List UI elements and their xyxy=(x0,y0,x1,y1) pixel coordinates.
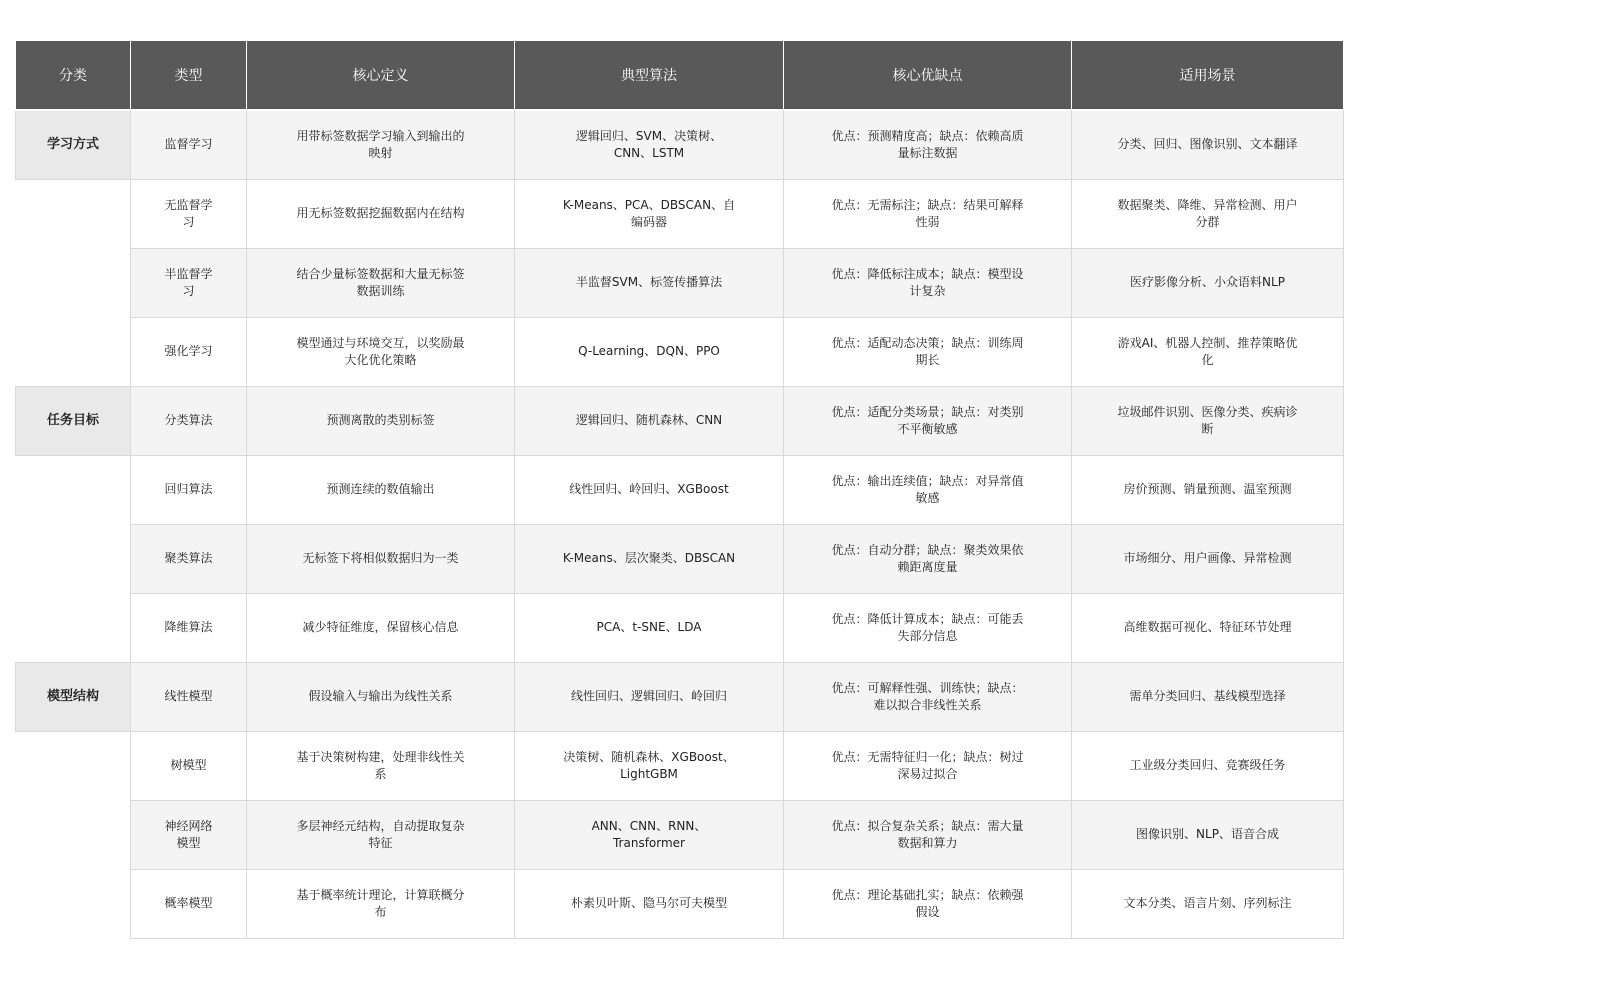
cell-algorithms: 线性回归、逻辑回归、岭回归 xyxy=(515,662,784,731)
table-row xyxy=(16,593,1344,662)
cell-category-empty xyxy=(16,731,131,800)
cell-algorithms: 朴素贝叶斯、隐马尔可夫模型 xyxy=(515,869,784,938)
table-row xyxy=(16,179,1344,248)
cell-type: 强化学习 xyxy=(131,317,247,386)
cell-type: 聚类算法 xyxy=(131,524,247,593)
cell-type: 分类算法 xyxy=(131,386,247,455)
cell-type: 概率模型 xyxy=(131,869,247,938)
cell-algorithms: K-Means、PCA、DBSCAN、自编码器 xyxy=(515,179,784,248)
cell-algorithms: Q-Learning、DQN、PPO xyxy=(515,317,784,386)
table-row xyxy=(16,800,1344,869)
table-row xyxy=(16,386,1344,455)
cell-pros-cons: 优点：拟合复杂关系；缺点：需大量数据和算力 xyxy=(784,800,1072,869)
table-row xyxy=(16,524,1344,593)
cell-pros-cons: 优点：理论基础扎实；缺点：依赖强假设 xyxy=(784,869,1072,938)
cell-pros-cons: 优点：可解释性强、训练快；缺点：难以拟合非线性关系 xyxy=(784,662,1072,731)
cell-definition: 模型通过与环境交互，以奖励最大化优化策略 xyxy=(247,317,515,386)
header-algorithms: 典型算法 xyxy=(515,41,784,111)
cell-type: 半监督学习 xyxy=(131,248,247,317)
cell-definition: 用无标签数据挖掘数据内在结构 xyxy=(247,179,515,248)
ml-classification-table xyxy=(15,40,1344,939)
table-body xyxy=(16,110,1344,938)
table-row xyxy=(16,662,1344,731)
cell-category-empty xyxy=(16,800,131,869)
cell-scenarios: 图像识别、NLP、语音合成 xyxy=(1072,800,1344,869)
cell-definition: 无标签下将相似数据归为一类 xyxy=(247,524,515,593)
cell-type: 树模型 xyxy=(131,731,247,800)
cell-category-empty xyxy=(16,248,131,317)
cell-algorithms: 逻辑回归、随机森林、CNN xyxy=(515,386,784,455)
cell-definition: 基于决策树构建，处理非线性关系 xyxy=(247,731,515,800)
cell-definition: 用带标签数据学习输入到输出的映射 xyxy=(247,110,515,179)
table-row xyxy=(16,317,1344,386)
header-definition: 核心定义 xyxy=(247,41,515,111)
cell-type: 回归算法 xyxy=(131,455,247,524)
header-scenarios: 适用场景 xyxy=(1072,41,1344,111)
cell-algorithms: PCA、t-SNE、LDA xyxy=(515,593,784,662)
cell-definition: 基于概率统计理论，计算联概分布 xyxy=(247,869,515,938)
cell-type: 监督学习 xyxy=(131,110,247,179)
cell-category: 学习方式 xyxy=(16,110,131,179)
cell-type: 无监督学习 xyxy=(131,179,247,248)
cell-scenarios: 市场细分、用户画像、异常检测 xyxy=(1072,524,1344,593)
cell-pros-cons: 优点：输出连续值；缺点：对异常值敏感 xyxy=(784,455,1072,524)
cell-scenarios: 文本分类、语言片刻、序列标注 xyxy=(1072,869,1344,938)
table-row xyxy=(16,731,1344,800)
cell-type: 线性模型 xyxy=(131,662,247,731)
cell-pros-cons: 优点：无需标注；缺点：结果可解释性弱 xyxy=(784,179,1072,248)
cell-definition: 假设输入与输出为线性关系 xyxy=(247,662,515,731)
cell-pros-cons: 优点：预测精度高；缺点：依赖高质量标注数据 xyxy=(784,110,1072,179)
header-type: 类型 xyxy=(131,41,247,111)
cell-algorithms: ANN、CNN、RNN、Transformer xyxy=(515,800,784,869)
header-row xyxy=(16,41,1344,111)
cell-definition: 多层神经元结构，自动提取复杂特征 xyxy=(247,800,515,869)
cell-algorithms: 决策树、随机森林、XGBoost、LightGBM xyxy=(515,731,784,800)
cell-category-empty xyxy=(16,869,131,938)
cell-category-empty xyxy=(16,524,131,593)
table-row xyxy=(16,248,1344,317)
cell-pros-cons: 优点：降低标注成本；缺点：模型设计复杂 xyxy=(784,248,1072,317)
cell-category-empty xyxy=(16,455,131,524)
cell-pros-cons: 优点：自动分群；缺点：聚类效果依赖距离度量 xyxy=(784,524,1072,593)
cell-algorithms: K-Means、层次聚类、DBSCAN xyxy=(515,524,784,593)
cell-category: 模型结构 xyxy=(16,662,131,731)
cell-definition: 减少特征维度，保留核心信息 xyxy=(247,593,515,662)
cell-category-empty xyxy=(16,179,131,248)
cell-pros-cons: 优点：适配动态决策；缺点：训练周期长 xyxy=(784,317,1072,386)
cell-pros-cons: 优点：无需特征归一化；缺点：树过深易过拟合 xyxy=(784,731,1072,800)
cell-scenarios: 工业级分类回归、竞赛级任务 xyxy=(1072,731,1344,800)
cell-definition: 结合少量标签数据和大量无标签数据训练 xyxy=(247,248,515,317)
cell-scenarios: 垃圾邮件识别、医像分类、疾病诊断 xyxy=(1072,386,1344,455)
cell-algorithms: 线性回归、岭回归、XGBoost xyxy=(515,455,784,524)
cell-scenarios: 需单分类回归、基线模型选择 xyxy=(1072,662,1344,731)
cell-category-empty xyxy=(16,317,131,386)
table-row xyxy=(16,869,1344,938)
cell-type: 降维算法 xyxy=(131,593,247,662)
cell-type: 神经网络模型 xyxy=(131,800,247,869)
cell-scenarios: 高维数据可视化、特征环节处理 xyxy=(1072,593,1344,662)
table-row xyxy=(16,455,1344,524)
cell-pros-cons: 优点：适配分类场景；缺点：对类别不平衡敏感 xyxy=(784,386,1072,455)
cell-algorithms: 逻辑回归、SVM、决策树、CNN、LSTM xyxy=(515,110,784,179)
cell-scenarios: 数据聚类、降维、异常检测、用户分群 xyxy=(1072,179,1344,248)
cell-scenarios: 分类、回归、图像识别、文本翻译 xyxy=(1072,110,1344,179)
table-row xyxy=(16,110,1344,179)
cell-category: 任务目标 xyxy=(16,386,131,455)
cell-definition: 预测离散的类别标签 xyxy=(247,386,515,455)
header-pros-cons: 核心优缺点 xyxy=(784,41,1072,111)
header-category: 分类 xyxy=(16,41,131,111)
cell-pros-cons: 优点：降低计算成本；缺点：可能丢失部分信息 xyxy=(784,593,1072,662)
cell-algorithms: 半监督SVM、标签传播算法 xyxy=(515,248,784,317)
cell-category-empty xyxy=(16,593,131,662)
cell-scenarios: 房价预测、销量预测、温室预测 xyxy=(1072,455,1344,524)
cell-definition: 预测连续的数值输出 xyxy=(247,455,515,524)
cell-scenarios: 游戏AI、机器人控制、推荐策略优化 xyxy=(1072,317,1344,386)
cell-scenarios: 医疗影像分析、小众语料NLP xyxy=(1072,248,1344,317)
